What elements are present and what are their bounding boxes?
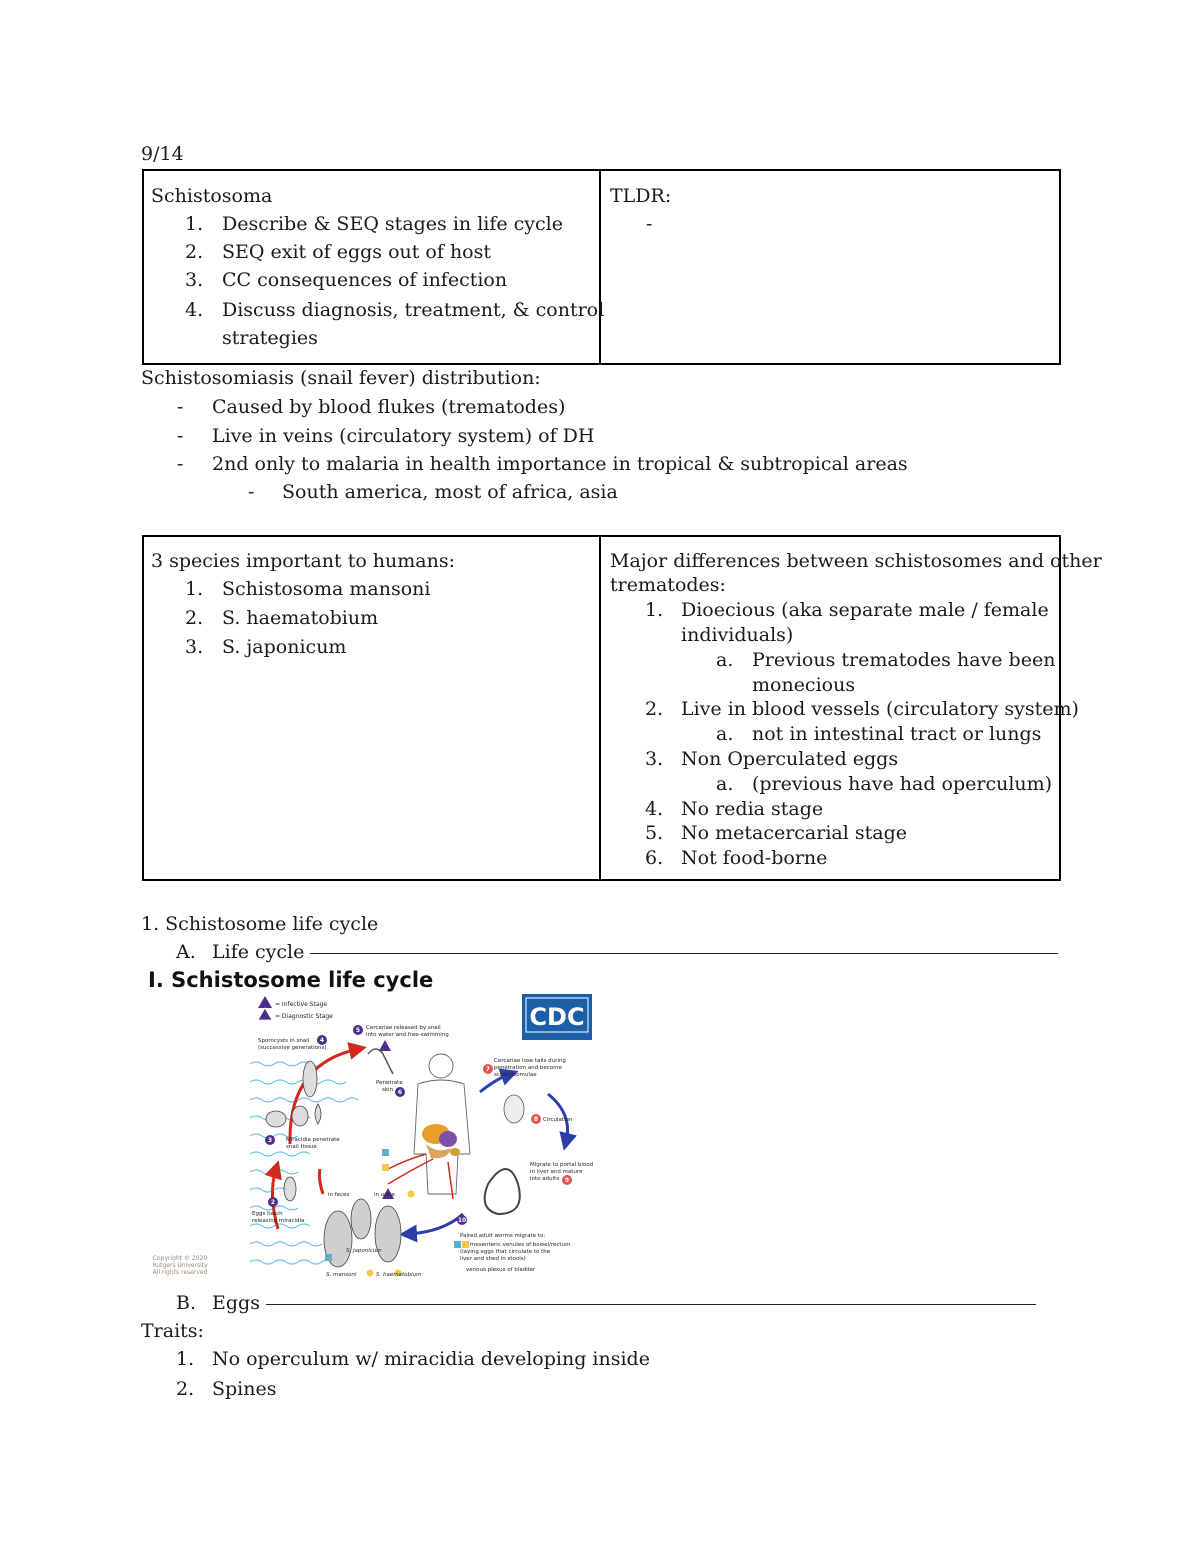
objective-text: Discuss diagnosis, treatment, & control [222, 299, 605, 321]
species-num: 1. [185, 578, 204, 600]
red-line [388, 1159, 433, 1184]
label-paired: liver and shed in stools) [460, 1256, 526, 1262]
difference-sub-text: not in intestinal tract or lungs [752, 723, 1042, 745]
svg-text:6: 6 [397, 1089, 403, 1096]
label-eggs-hatch: Eggs hatch [252, 1211, 283, 1217]
objective-num: 4. [185, 299, 204, 321]
label-eggs-hatch: releasing miracidia [252, 1218, 305, 1224]
label-s-haematobium: S. haematobium [376, 1272, 422, 1278]
table-divider [599, 535, 601, 881]
label-lose-tails: schistosomulae [494, 1072, 537, 1078]
human-figure [414, 1054, 470, 1194]
difference-sub-text-cont: monecious [752, 674, 856, 696]
svg-text:2: 2 [270, 1199, 276, 1206]
label-miracidia: Miracidia penetrate [286, 1137, 340, 1143]
schistosomulum-illustration [504, 1095, 524, 1123]
subsection-label: A. [176, 941, 196, 963]
copyright-line: Rutgers University [152, 1262, 208, 1269]
trait-num: 1. [176, 1348, 195, 1370]
label-migrate: into adults [530, 1176, 560, 1182]
label-miracidia: snail tissue [286, 1144, 317, 1150]
date-label: 9/14 [141, 143, 184, 165]
difference-text: Not food-borne [681, 847, 828, 869]
species-title: 3 species important to humans: [151, 550, 456, 572]
label-in-feces: in feces [328, 1192, 350, 1198]
rule-line [266, 1304, 1036, 1305]
label-paired: Paired adult worms migrate to: [460, 1233, 546, 1239]
label-paired: (laying eggs that circulate to the [460, 1249, 551, 1255]
difference-text: Non Operculated eggs [681, 748, 899, 770]
bullet-dash: - [177, 425, 184, 447]
difference-text: Live in blood vessels (circulatory system) [681, 698, 1079, 720]
label-sporocysts: Sporocysts in snail [258, 1038, 310, 1044]
svg-text:10: 10 [457, 1217, 467, 1224]
differences-title: Major differences between schistosomes and other [610, 550, 1102, 572]
label-skin: skin [382, 1087, 394, 1093]
legend-diagnostic: = Diagnostic Stage [275, 1013, 333, 1020]
copyright-note [150, 1255, 210, 1276]
objective-text: CC consequences of infection [222, 269, 508, 291]
distribution-bullet: Caused by blood flukes (trematodes) [212, 396, 566, 418]
difference-num: 3. [645, 748, 664, 770]
red-arrow [319, 1169, 323, 1194]
difference-text: No redia stage [681, 798, 824, 820]
difference-num: 5. [645, 822, 664, 844]
adult-worm-illustration [485, 1169, 520, 1214]
difference-sub-label: a. [716, 773, 734, 795]
bullet-dash: - [177, 396, 184, 418]
difference-text: No metacercarial stage [681, 822, 907, 844]
life-cycle-diagram [248, 994, 616, 1281]
objective-num: 2. [185, 241, 204, 263]
svg-text:9: 9 [564, 1177, 570, 1184]
label-migrate: Migrate to portal blood [530, 1162, 594, 1168]
distribution-sub-bullet: South america, most of africa, asia [282, 481, 618, 503]
distribution-bullet: 2nd only to malaria in health importance in tropical & subtropical areas [212, 453, 908, 475]
label-in-urine: in urine [374, 1192, 395, 1198]
svg-text:5: 5 [355, 1027, 361, 1034]
label-s-japonicum: S. japonicum [346, 1248, 382, 1254]
svg-text:8: 8 [533, 1116, 539, 1123]
species-name: Schistosoma mansoni [222, 578, 431, 600]
difference-text-cont: individuals) [681, 624, 794, 646]
label-cercariae: into water and free-swimming [366, 1032, 449, 1038]
species-name: S. japonicum [222, 636, 347, 658]
rule-line [310, 953, 1058, 954]
species-num: 2. [185, 607, 204, 629]
copyright-line: All rights reserved [152, 1269, 208, 1276]
red-line [388, 1154, 426, 1169]
label-paired: venous plexus of bladder [466, 1267, 536, 1273]
diagnostic-stage-icon [258, 1008, 272, 1020]
cdc-logo-text: CDC [529, 1003, 585, 1031]
label-sporocysts: (successive generations) [258, 1045, 327, 1051]
objective-num: 3. [185, 269, 204, 291]
label-paired: mesenteric venules of bowel/rectum [470, 1242, 571, 1248]
egg-illustrations [324, 1199, 401, 1267]
slide-title: I. Schistosome life cycle [148, 968, 434, 992]
objectives-title: Schistosoma [151, 185, 273, 207]
label-cercariae: Cercariae released by snail [366, 1025, 441, 1031]
svg-text:3: 3 [267, 1137, 273, 1144]
difference-num: 4. [645, 798, 664, 820]
objective-text: SEQ exit of eggs out of host [222, 241, 492, 263]
difference-sub-label: a. [716, 723, 734, 745]
label-penetrate: Penetrate [376, 1080, 403, 1086]
species-num: 3. [185, 636, 204, 658]
label-circulation: Circulation [543, 1117, 573, 1123]
table-divider [599, 169, 601, 365]
svg-text:7: 7 [485, 1066, 491, 1073]
bullet-dash: - [177, 453, 184, 475]
blue-arrow [408, 1214, 463, 1234]
bullet-dash: - [248, 481, 255, 503]
svg-text:4: 4 [319, 1037, 325, 1044]
trait-text: Spines [212, 1378, 277, 1400]
difference-num: 2. [645, 698, 664, 720]
cercaria-illustration [368, 1049, 393, 1074]
subsection-label: B. [176, 1292, 197, 1314]
differences-title-cont: trematodes: [610, 574, 726, 596]
distribution-bullet: Live in veins (circulatory system) of DH [212, 425, 595, 447]
subsection-title: Life cycle [212, 940, 1058, 964]
difference-sub-text: (previous have had operculum) [752, 773, 1053, 795]
tldr-item: - [646, 213, 653, 235]
label-migrate: in liver and mature [530, 1169, 583, 1175]
cdc-logo [522, 994, 592, 1040]
difference-text: Dioecious (aka separate male / female [681, 599, 1049, 621]
objective-text-cont: strategies [222, 327, 318, 349]
objective-text: Describe & SEQ stages in life cycle [222, 213, 563, 235]
distribution-heading: Schistosomiasis (snail fever) distribution: [141, 367, 541, 389]
trait-num: 2. [176, 1378, 195, 1400]
difference-num: 6. [645, 847, 664, 869]
section-heading: 1. Schistosome life cycle [141, 913, 379, 935]
trait-text: No operculum w/ miracidia developing inside [212, 1348, 650, 1370]
infective-stage-icon [258, 996, 272, 1008]
label-s-mansoni: S. mansoni [326, 1272, 357, 1278]
species-name: S. haematobium [222, 607, 379, 629]
legend-infective: = Infective Stage [275, 1001, 328, 1008]
difference-num: 1. [645, 599, 664, 621]
traits-heading: Traits: [141, 1320, 204, 1342]
objective-num: 1. [185, 213, 204, 235]
label-lose-tails: Cercariae lose tails during [494, 1058, 566, 1064]
difference-sub-text: Previous trematodes have been [752, 649, 1056, 671]
tldr-label: TLDR: [610, 185, 672, 207]
label-lose-tails: penetration and become [494, 1065, 562, 1071]
difference-sub-label: a. [716, 649, 734, 671]
copyright-line: Copyright © 2020 [152, 1255, 208, 1262]
subsection-title: Eggs [212, 1291, 1036, 1315]
